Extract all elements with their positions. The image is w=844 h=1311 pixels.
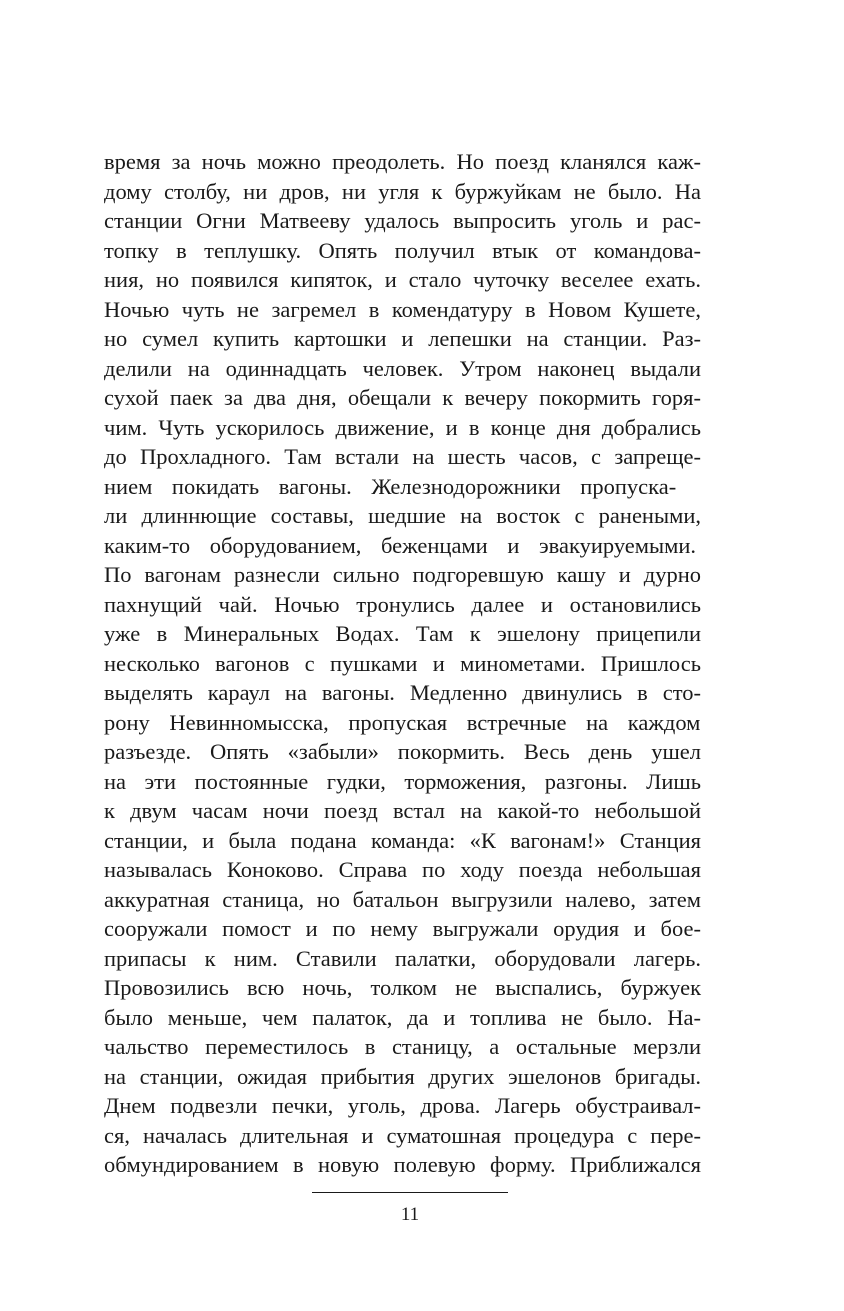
text-line: сухой паек за два дня, обещали к вечеру покормить горя-: [104, 385, 701, 410]
text-line: обмундированием в новую полевую форму. Приближался: [104, 1152, 701, 1177]
text-line: на эти постоянные гудки, торможения, разгоны. Лишь: [104, 768, 701, 794]
page-number: 11: [400, 1204, 420, 1225]
text-line: ли длиннющие составы, шедшие на восток с ранеными,: [104, 503, 701, 528]
text-line: Днем подвезли печки, уголь, дрова. Лагерь обустраивал-: [104, 1093, 701, 1118]
text-line: каким-то оборудованием, беженцами и эвакуируемыми.: [104, 532, 697, 558]
text-line: сооружали помост и по нему выгружали орудия и бое-: [104, 916, 701, 941]
text-line: называлась Коноково. Справа по ходу поезда небольшая: [104, 857, 701, 882]
text-line: выделять караул на вагоны. Медленно двинулись в сто-: [104, 680, 701, 705]
text-line: уже в Минеральных Водах. Там к эшелону прицепили: [104, 621, 701, 646]
body-text: [104, 147, 701, 1180]
text-line: на станции, ожидая прибытия других эшелонов бригады.: [104, 1063, 701, 1089]
text-line: Ночью чуть не загремел в комендатуру в Новом Кушете,: [104, 296, 701, 322]
text-line: ся, началась длительная и суматошная процедура с пере-: [104, 1122, 701, 1148]
text-line: разъезде. Опять «забыли» покормить. Весь день ушел: [104, 739, 701, 764]
text-line: рону Невинномысска, пропуская встречные на каждом: [104, 709, 701, 735]
text-line: станции, и была подана команда: «К вагонам!» Станция: [104, 827, 701, 853]
text-line: дому столбу, ни дров, ни угля к буржуйкам не было. На: [104, 178, 701, 204]
text-line: но сумел купить картошки и лепешки на станции. Раз-: [104, 326, 701, 351]
text-line: аккуратная станица, но батальон выгрузили налево, затем: [104, 886, 701, 912]
text-line: чим. Чуть ускорилось движение, и в конце дня добрались: [104, 414, 701, 440]
text-line: пахнущий чай. Ночью тронулись далее и остановились: [104, 591, 701, 617]
text-line: Провозились всю ночь, толком не выспались, буржуек: [104, 975, 701, 1000]
text-line: делили на одиннадцать человек. Утром наконец выдали: [104, 355, 701, 381]
text-line: до Прохладного. Там встали на шесть часов, с запреще-: [104, 444, 701, 469]
text-line: несколько вагонов с пушками и минометами. Пришлось: [104, 650, 701, 676]
text-line: к двум часам ночи поезд встал на какой-то небольшой: [104, 798, 701, 823]
text-line: было меньше, чем палаток, да и топлива не было. На-: [104, 1004, 701, 1030]
footer-rule: [312, 1192, 508, 1193]
text-line: припасы к ним. Ставили палатки, оборудовали лагерь.: [104, 945, 701, 971]
text-line: ния, но появился кипяток, и стало чуточку веселее ехать.: [104, 267, 701, 292]
text-line: станции Огни Матвееву удалось выпросить уголь и рас-: [104, 208, 701, 233]
text-line: время за ночь можно преодолеть. Но поезд кланялся каж-: [104, 149, 701, 174]
text-line: По вагонам разнесли сильно подгоревшую кашу и дурно: [104, 562, 701, 587]
text-line: топку в теплушку. Опять получил втык от командова-: [104, 237, 701, 263]
text-line: нием покидать вагоны. Железнодорожники пропуска-: [104, 473, 677, 499]
text-line: чальство переместилось в станицу, а остальные мерзли: [104, 1034, 701, 1059]
